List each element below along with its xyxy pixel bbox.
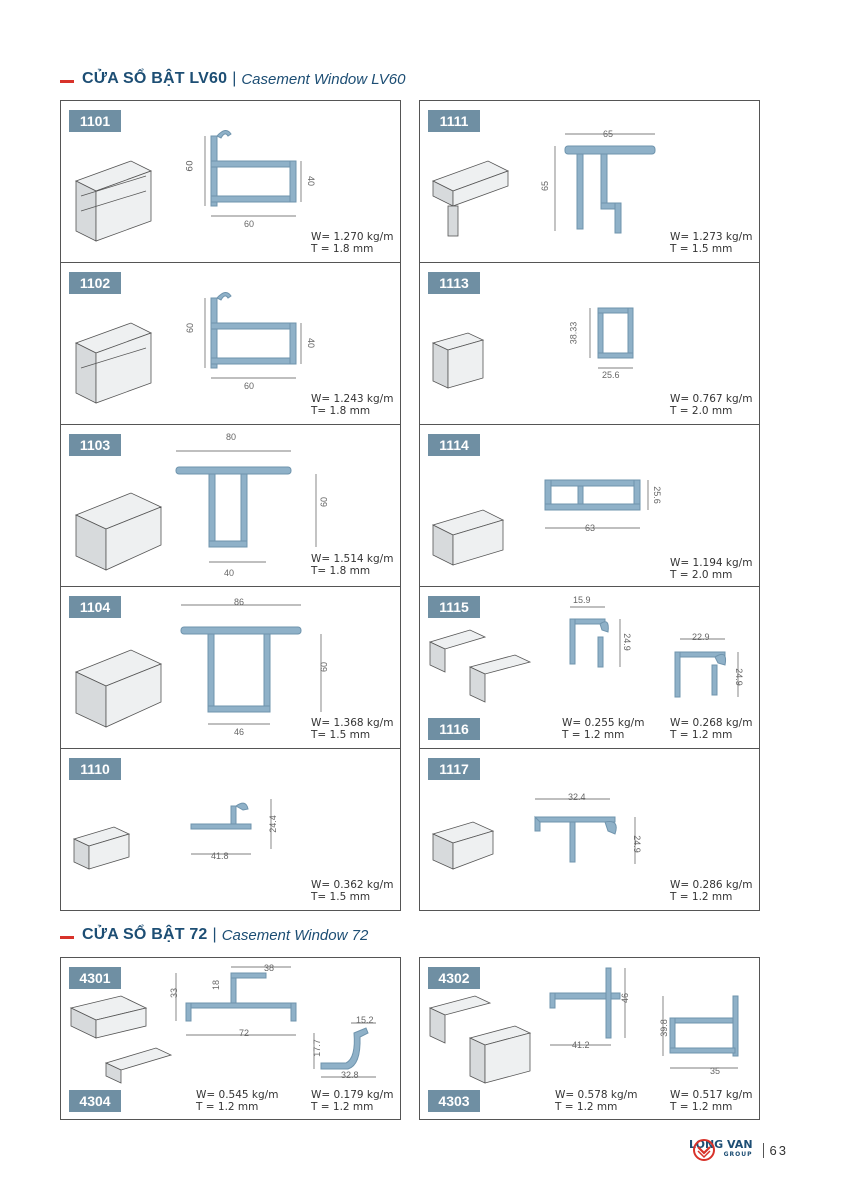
product-code-secondary: 1116 [428, 718, 480, 740]
spec-text: W= 0.362 kg/m T= 1.5 mm [311, 879, 394, 903]
product-code: 1101 [69, 110, 121, 132]
product-code: 1113 [428, 272, 480, 294]
isometric-profile-icon [428, 151, 518, 241]
section-title-lv60: CỬA SỔ BẬT LV60 | Casement Window LV60 [60, 70, 405, 88]
profile-drawing [540, 470, 660, 550]
product-code: 1111 [428, 110, 480, 132]
title-dash [60, 80, 74, 83]
footer [689, 1140, 788, 1160]
product-code: 1102 [69, 272, 121, 294]
section-title-en: Casement Window 72 [221, 926, 369, 944]
section-title-72: CỬA SỔ BẬT 72 | Casement Window 72 [60, 926, 368, 944]
title-dash [60, 936, 74, 939]
isometric-profile-icon [428, 505, 518, 575]
spec-text: W= 1.194 kg/m T = 2.0 mm [670, 557, 753, 581]
product-code: 1117 [428, 758, 480, 780]
product-cell-1102: 1102 60 40 60 W= 1.243 kg/m T= 1.8 mm [60, 262, 401, 425]
product-cell-1104: 1104 86 60 46 W= 1.368 kg/m T= 1.5 mm [60, 586, 401, 749]
product-code: 1104 [69, 596, 121, 618]
product-code: 4302 [428, 967, 480, 989]
spec-text: W= 0.268 kg/m T = 1.2 mm [670, 717, 753, 741]
product-code-secondary: 4304 [69, 1090, 121, 1112]
spec-text: W= 0.286 kg/m T = 1.2 mm [670, 879, 753, 903]
isometric-profile-icon [71, 485, 171, 575]
spec-text: W= 0.767 kg/m T = 2.0 mm [670, 393, 753, 417]
product-code: 1110 [69, 758, 121, 780]
product-cell-1113: 1113 38.33 25.6 W= 0.767 kg/m T = 2.0 mm [419, 262, 760, 425]
section-title-en: Casement Window LV60 [241, 70, 406, 88]
spec-text: W= 0.545 kg/m T = 1.2 mm [196, 1089, 279, 1113]
product-cell-4302: 4302 4303 46 41.2 39.8 35 W= 0.578 kg/m T = 1.2 mm W= 0.517 kg/m T = 1.2 mm [419, 957, 760, 1120]
product-cell-1114: 1114 25.6 63 W= 1.194 kg/m T = 2.0 mm [419, 424, 760, 587]
spec-text: W= 1.243 kg/m T= 1.8 mm [311, 393, 394, 417]
product-cell-1117: 1117 32.4 24.9 W= 0.286 kg/m T = 1.2 mm [419, 748, 760, 911]
product-cell-1110: 1110 24.4 41.8 W= 0.362 kg/m T= 1.5 mm [60, 748, 401, 911]
profile-drawing-1116 [670, 627, 760, 717]
spec-text: W= 1.368 kg/m T= 1.5 mm [311, 717, 394, 741]
page-number: 63 [763, 1143, 788, 1158]
product-code: 4301 [69, 967, 121, 989]
product-cell-1111: 1111 65 65 W= 1.273 kg/m T = 1.5 mm [419, 100, 760, 263]
product-code: 1103 [69, 434, 121, 456]
profile-drawing [171, 437, 321, 567]
isometric-profile-icon [69, 824, 149, 884]
spec-text: W= 0.517 kg/m T = 1.2 mm [670, 1089, 753, 1113]
brand-logo: LONG VAN GROUP [689, 1138, 753, 1158]
isometric-profile-icon [428, 819, 508, 889]
isometric-profile-icon [71, 313, 161, 403]
spec-text: W= 0.578 kg/m T = 1.2 mm [555, 1089, 638, 1113]
section-title-vn: CỬA SỔ BẬT LV60 [82, 70, 228, 87]
isometric-profile-icon [71, 642, 171, 732]
spec-text: W= 1.514 kg/m T= 1.8 mm [311, 553, 394, 577]
product-code: 1114 [428, 434, 480, 456]
isometric-profile-icon [66, 993, 176, 1093]
profile-drawing-4302 [540, 963, 640, 1053]
product-cell-1103: 1103 80 60 40 W= 1.514 kg/m T= 1.8 mm [60, 424, 401, 587]
product-cell-1101: 1101 60 40 60 W= 1.270 kg/m T = 1.8 mm [60, 100, 401, 263]
isometric-profile-icon [425, 993, 535, 1093]
brand-mark-icon [693, 1139, 715, 1161]
product-cell-4301: 4301 4304 38 33 18 72 15.2 17.7 32.8 W= 0.545 kg/m T = 1.2 mm W= 0.179 kg/m T = 1.2 mm [60, 957, 401, 1120]
spec-text: W= 0.255 kg/m T = 1.2 mm [562, 717, 645, 741]
profile-drawing [580, 298, 660, 388]
isometric-profile-icon [428, 328, 498, 398]
profile-drawing [186, 794, 306, 874]
spec-text: W= 0.179 kg/m T = 1.2 mm [311, 1089, 394, 1113]
section-title-vn: CỬA SỔ BẬT 72 [82, 926, 208, 943]
isometric-profile-icon [425, 627, 535, 717]
product-cell-1115: 1115 1116 15.9 24.9 22.9 24.9 W= 0.255 kg/m T = 1.2 mm W= 0.268 kg/m T = 1.2 mm [419, 586, 760, 749]
product-code: 1115 [428, 596, 480, 618]
profile-drawing [555, 126, 675, 236]
isometric-profile-icon [71, 151, 161, 241]
product-code-secondary: 4303 [428, 1090, 480, 1112]
spec-text: W= 1.273 kg/m T = 1.5 mm [670, 231, 753, 255]
profile-drawing [176, 599, 326, 729]
spec-text: W= 1.270 kg/m T = 1.8 mm [311, 231, 394, 255]
profile-drawing-4303 [655, 988, 755, 1078]
